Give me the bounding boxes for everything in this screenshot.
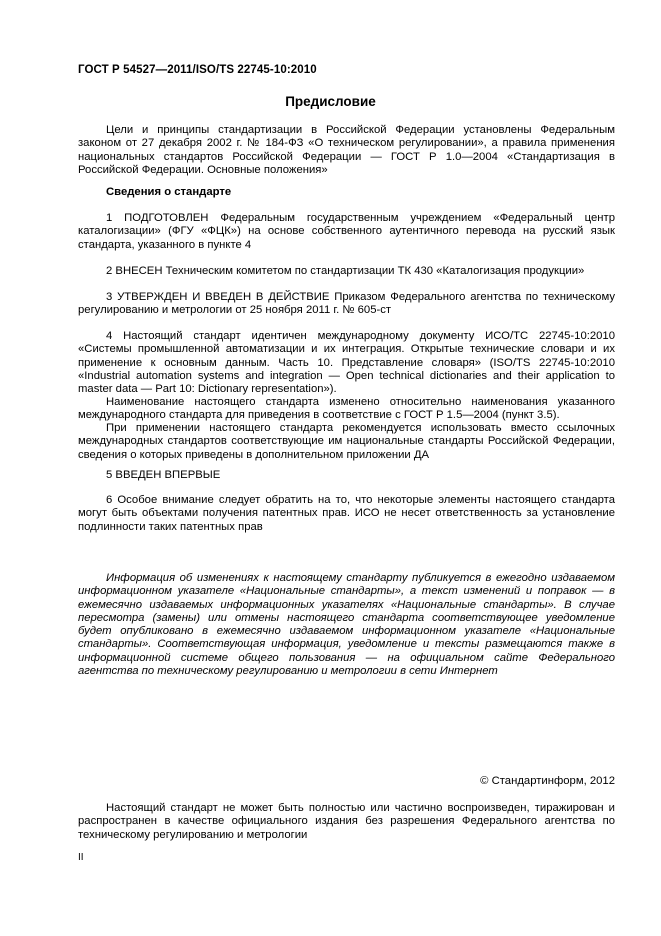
item-6: 6 Особое внимание следует обратить на то, что некоторые элементы настоящего стандарта могут быть объектами получения патентных прав. ИСО не несет ответственность за установление подлинности таких патентных прав	[78, 494, 615, 533]
amendments-notice: Информация об изменениях к настоящему стандарту публикуется в ежегодно издаваемом информационном указателе «Национальные стандарты», а текст изменений и поправок — в ежемесячно издаваемых информационных указателях «Национальные стандарты». В случае пересмотра (замены) или отмены настоящего стандарта соответствующее уведомление будет опубликовано в ежемесячно издаваемом информационном указателе «Национальные стандарты». Соответствующая информация, уведомление и тексты размещаются также в информационной системе общего пользования — на официальном сайте Федерального агентства по техническому регулированию и метрологии в сети Интернет	[78, 572, 615, 678]
item-3: 3 УТВЕРЖДЕН И ВВЕДЕН В ДЕЙСТВИЕ Приказом Федерального агентства по техническому регулированию и метрологии от 25 ноября 2011 г. № 605-ст	[78, 291, 615, 317]
item-5: 5 ВВЕДЕН ВПЕРВЫЕ	[106, 469, 221, 481]
copyright: © Стандартинформ, 2012	[480, 775, 615, 787]
item-1: 1 ПОДГОТОВЛЕН Федеральным государственным учреждением «Федеральный центр каталогизации» (ФГУ «ФЦК») на основе собственного аутентичного перевода на русский язык стандарта, указанного в пункте 4	[78, 212, 615, 251]
reproduction-notice: Настоящий стандарт не может быть полностью или частично воспроизведен, тиражирован и распространен в качестве официального издания без разрешения Федерального агентства по техническому регулированию и метрологии	[78, 802, 615, 841]
page-number: II	[78, 852, 84, 863]
document-code: ГОСТ Р 54527—2011/ISO/TS 22745-10:2010	[78, 64, 317, 76]
item-4-name-note: Наименование настоящего стандарта изменено относительно наименования указанного международного стандарта для приведения в соответствие с ГОСТ Р 1.5—2004 (пункт 3.5).	[78, 396, 615, 422]
intro-paragraph: Цели и принципы стандартизации в Российской Федерации установлены Федеральным законом от 27 декабря 2002 г. № 184-ФЗ «О техническом регулировании», а правила применения национальных стандартов Российской Федерации — ГОСТ Р 1.0—2004 «Стандартизация в Российской Федерации. Основные положения»	[78, 124, 615, 176]
item-2: 2 ВНЕСЕН Техническим комитетом по стандартизации ТК 430 «Каталогизация продукции»	[106, 265, 585, 277]
item-4-references-note: При применении настоящего стандарта рекомендуется использовать вместо ссылочных международных стандартов соответствующие им национальные стандарты Российской Федерации, сведения о которых приведены в дополнительном приложении ДА	[78, 422, 615, 461]
item-4: 4 Настоящий стандарт идентичен международному документу ИСО/ТС 22745-10:2010 «Системы промышленной автоматизации и их интеграция. Открытые технические словари и их применение к основным данным. Часть 10. Представление словаря» (ISO/TS 22745-10:2010 «Industrial automation systems and integration — Open technical dictionaries and their application to master data — Part 10: Dictionary representation»).	[78, 330, 615, 396]
page-title: Предисловие	[285, 94, 376, 109]
info-heading: Сведения о стандарте	[106, 186, 232, 198]
